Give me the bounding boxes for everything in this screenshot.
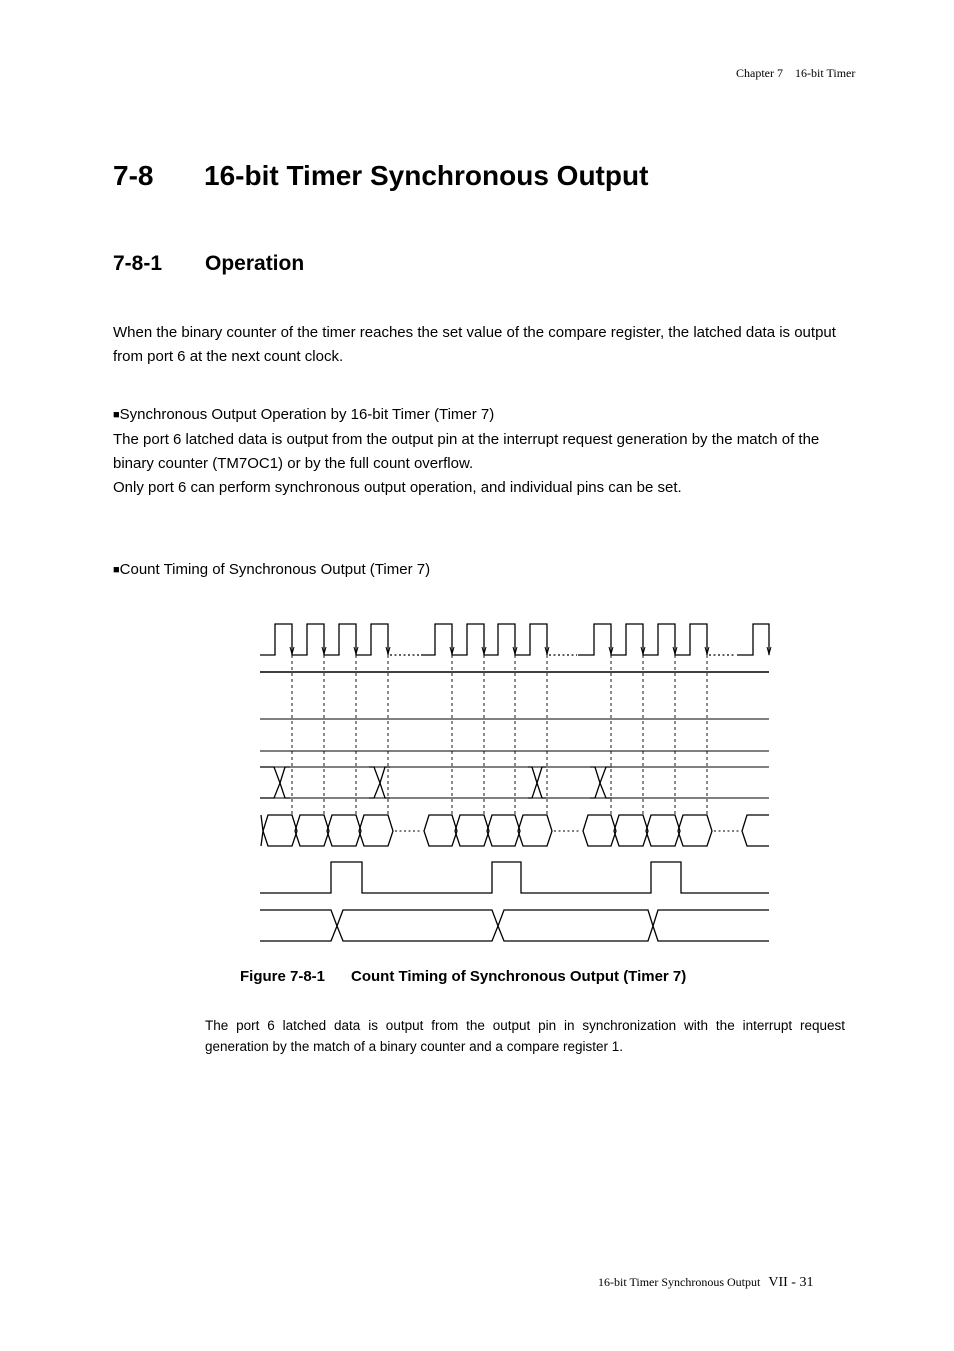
header-chapter-label: Chapter 7	[736, 66, 783, 80]
figure-number: Figure 7-8-1	[240, 968, 326, 985]
page-number: VII - 31	[768, 1275, 814, 1290]
running-header	[736, 66, 855, 81]
page-footer	[598, 1273, 813, 1291]
intro-paragraph: When the binary counter of the timer reaches the set value of the compare register, the latched data is output from port 6 at the next count clock.	[113, 324, 836, 365]
section-number: 7-8	[113, 160, 154, 191]
section-title	[113, 160, 648, 192]
compare-register-bus	[260, 767, 769, 798]
compare-register-transitions	[260, 767, 612, 798]
section-title-text: 16-bit Timer Synchronous Output	[204, 160, 649, 191]
clock-edge-guides	[292, 655, 707, 815]
footer-title: 16-bit Timer Synchronous Output	[598, 1275, 761, 1289]
interrupt-request-waveform	[260, 862, 769, 893]
sync-output-line-1: The port 6 latched data is output from the output pin at the interrupt request generation by the match of the binary counter (TM7OC1) or by the full count overflow.	[113, 431, 820, 472]
figure-note: The port 6 latched data is output from the output pin in synchronization with the interrupt request generation by the match of a binary counter and a compare register 1.	[205, 1018, 845, 1054]
sync-output-heading: ■ Synchronous Output Operation by 16-bit Timer (Timer 7)	[113, 403, 853, 428]
port6-output-bus	[260, 910, 769, 941]
subsection-title	[113, 252, 304, 276]
sync-output-line-2: Only port 6 can perform synchronous output operation, and individual pins can be set.	[113, 479, 682, 496]
subsection-number: 7-8-1	[113, 252, 163, 275]
count-timing-heading: ■ Count Timing of Synchronous Output (Timer 7)	[113, 558, 853, 583]
binary-counter-bus	[261, 815, 769, 846]
sync-output-block	[113, 403, 853, 500]
header-chapter-title: 16-bit Timer	[795, 66, 856, 80]
figure-title: Count Timing of Synchronous Output (Timer 7)	[351, 968, 687, 985]
figure-caption	[240, 968, 686, 985]
subsection-title-text: Operation	[205, 252, 305, 275]
timing-diagram	[258, 618, 773, 950]
count-clock-waveform	[260, 624, 769, 655]
